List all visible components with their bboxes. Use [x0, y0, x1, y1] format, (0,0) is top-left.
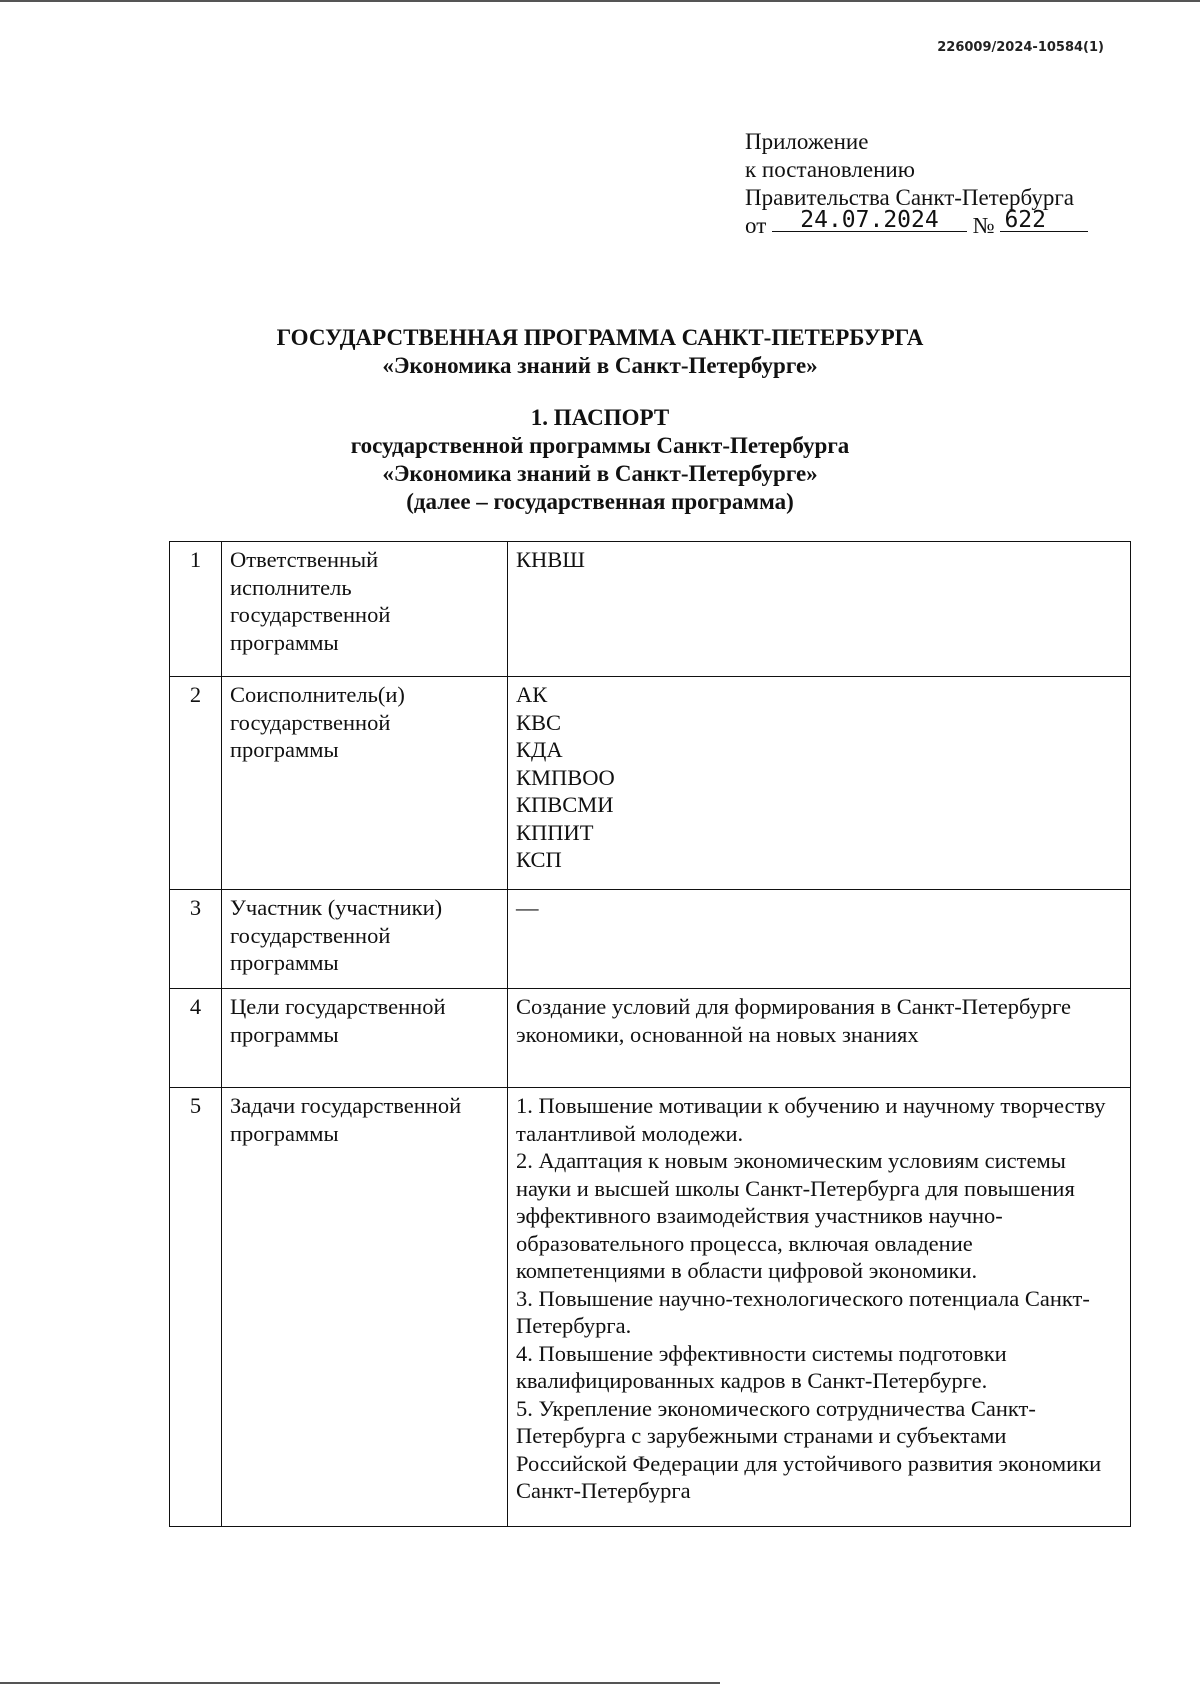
- row-value-item: КМПВОО: [516, 764, 615, 790]
- row-value-item: 3. Повышение научно-технологического потенциала Санкт-Петербурга.: [516, 1285, 1090, 1338]
- appendix-line-1: Приложение: [745, 129, 869, 154]
- document-id: 226009/2024-10584(1): [937, 40, 1104, 55]
- row-label: Участник (участники) государственной программы: [222, 890, 508, 989]
- row-value-item: 4. Повышение эффективности системы подготовки квалифицированных кадров в Санкт-Петербурге.: [516, 1340, 1007, 1393]
- row-number: 5: [170, 1088, 222, 1527]
- passport-title-line-2: государственной программы Санкт-Петербурга: [350, 433, 850, 458]
- table-row: [170, 1088, 1131, 1527]
- table-row: [170, 677, 1131, 890]
- passport-title-line-3: «Экономика знаний в Санкт-Петербурге»: [382, 461, 818, 486]
- row-value: [508, 677, 1131, 890]
- passport-title-line-1: 1. ПАСПОРТ: [530, 405, 670, 430]
- row-value-item: 2. Адаптация к новым экономическим условиям системы науки и высшей школы Санкт-Петербурга для повышения эффективного взаимодействия участников научно-образовательного процесса, включая овладение компетенциями в области цифровой экономики.: [516, 1148, 1075, 1283]
- row-value-item: 1. Повышение мотивации к обучению и научному творчеству талантливой молодежи.: [516, 1093, 1106, 1146]
- scan-top-border: [0, 0, 1200, 2]
- row-number: 3: [170, 890, 222, 989]
- table-row: [170, 542, 1131, 677]
- row-value: [508, 890, 1131, 989]
- passport-title-line-4: (далее – государственная программа): [406, 489, 794, 514]
- row-value-item: КВС: [516, 709, 562, 735]
- program-title-line-2: «Экономика знаний в Санкт-Петербурге»: [382, 353, 818, 378]
- row-number: 2: [170, 677, 222, 890]
- row-number: 1: [170, 542, 222, 677]
- appendix-line-3: Правительства Санкт-Петербурга: [745, 185, 1074, 210]
- row-value-item: КНВШ: [516, 547, 585, 572]
- passport-title: [0, 404, 1200, 516]
- row-value-item: —: [516, 895, 539, 920]
- resolution-date: 24.07.2024: [772, 209, 967, 232]
- appendix-block: [745, 128, 1088, 240]
- row-value-item: КСП: [516, 847, 562, 872]
- number-prefix: №: [972, 213, 995, 238]
- row-value-item: КДА: [516, 737, 563, 762]
- row-value-item: Создание условий для формирования в Санкт-Петербурге экономики, основанной на новых знаниях: [516, 994, 1072, 1047]
- date-prefix: от: [745, 213, 767, 238]
- table-row: [170, 989, 1131, 1088]
- row-value-item: 5. Укрепление экономического сотрудничества Санкт-Петербурга с зарубежными странами и субъектами Российской Федерации для устойчивого развития экономики Санкт-Петербурга: [516, 1395, 1102, 1503]
- table-row: [170, 890, 1131, 989]
- row-value-item: АК: [516, 682, 548, 707]
- scan-bottom-border: [0, 1682, 720, 1684]
- row-label: Цели государственной программы: [222, 989, 508, 1088]
- row-label: Задачи государственной программы: [222, 1088, 508, 1527]
- row-label: Соисполнитель(и) государственной программы: [222, 677, 508, 890]
- row-value-item: КППИТ: [516, 819, 594, 845]
- resolution-number: 622: [1000, 209, 1088, 232]
- row-value: [508, 1088, 1131, 1527]
- row-value-item: КПВСМИ: [516, 792, 614, 817]
- row-label: Ответственный исполнитель государственной программы: [222, 542, 508, 677]
- row-number: 4: [170, 989, 222, 1088]
- appendix-date-row: [745, 207, 1088, 240]
- program-title-line-1: ГОСУДАРСТВЕННАЯ ПРОГРАММА САНКТ-ПЕТЕРБУРГА: [276, 325, 924, 350]
- appendix-line-2: к постановлению: [745, 157, 915, 182]
- row-value: [508, 989, 1131, 1088]
- program-title: [0, 324, 1200, 380]
- row-value: [508, 542, 1131, 677]
- passport-table: [169, 541, 1131, 1527]
